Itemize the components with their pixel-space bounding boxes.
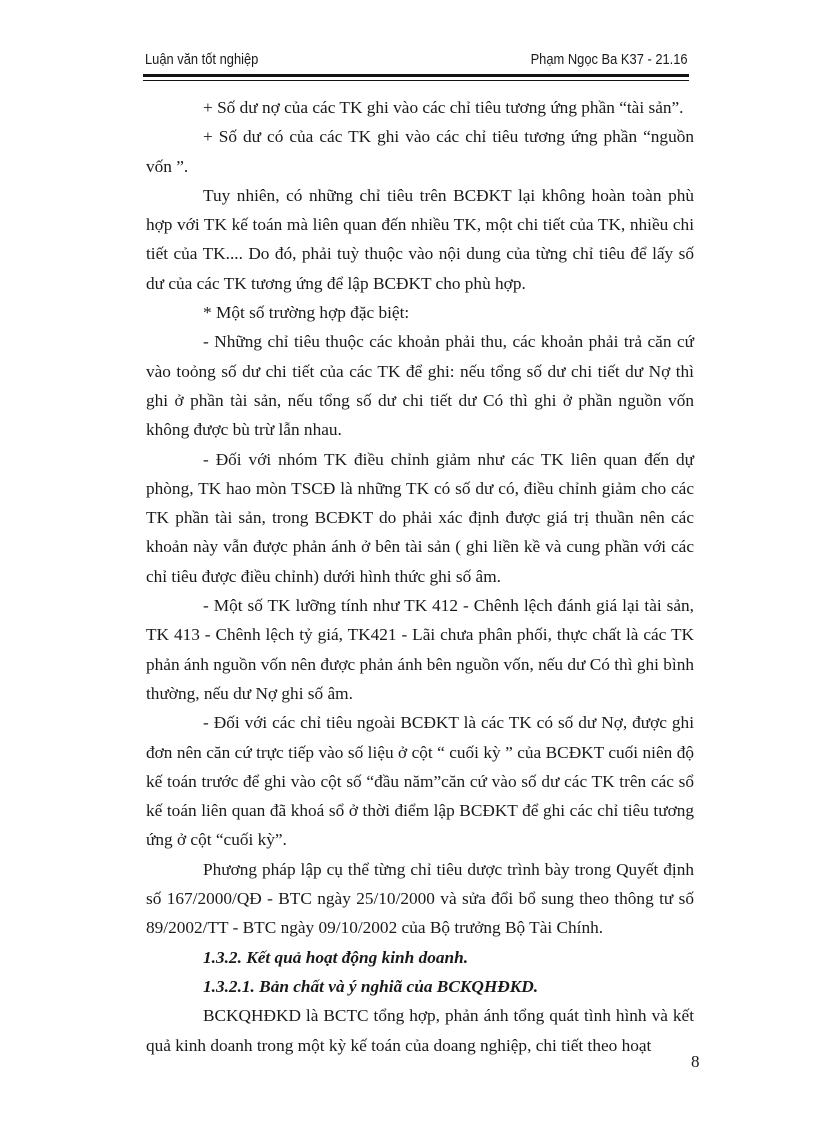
header-rule-thick	[143, 74, 689, 77]
paragraph: + Số dư nợ của các TK ghi vào các chỉ tiêu tương ứng phần “tài sản”.	[203, 98, 684, 117]
section-heading: 1.3.2. Kết quả hoạt động kinh doanh.	[203, 947, 469, 967]
page-body	[146, 93, 694, 1060]
paragraph: BCKQHĐKD là BCTC tổng hợp, phản ánh tổng quát tình hình và kết quả kinh doanh trong một kỳ kế toán của doang nghiệp, chi tiết theo hoạt	[146, 1006, 694, 1055]
paragraph: Phương pháp lập cụ thể từng chỉ tiêu dược trình bày trong Quyết định số 167/2000/QĐ - BTC ngày 25/10/2000 và sửa đổi bổ sung theo thông tư số 89/2002/TT - BTC ngày 09/10/2002 của Bộ trưởng Bộ Tài Chính.	[146, 859, 694, 938]
page-number: 8	[691, 1052, 700, 1071]
paragraph: Tuy nhiên, có những chỉ tiêu trên BCĐKT lại không hoàn toàn phù hợp với TK kế toán mà liên quan đến nhiều TK, một chi tiết của TK, nhiều chi tiết của TK.... Do đó, phải tuỳ thuộc vào nội dung của từng chỉ tiêu để lấy số dư của các TK tương ứng để lập BCĐKT cho phù hợp.	[146, 185, 694, 293]
paragraph: - Những chỉ tiêu thuộc các khoản phải thu, các khoản phải trả căn cứ vào toỏng số dư chi tiết của các TK để ghi: nếu tổng số dư chi tiết dư Nợ thì ghi ở phần tài sản, nếu tổng số dư chi tiết dư Có thì ghi ở phần nguồn vốn không được bù trừ lẫn nhau.	[146, 332, 694, 440]
subsection-heading: 1.3.2.1. Bản chất và ý nghiã của BCKQHĐKD.	[203, 976, 539, 996]
header-thesis-title: Luận văn tốt nghiệp	[145, 51, 259, 68]
page-header	[143, 46, 688, 76]
paragraph: - Đối với các chỉ tiêu ngoài BCĐKT là các TK có số dư Nợ, được ghi đơn nên căn cứ trực tiếp vào số liệu ở cột “ cuối kỳ ” của BCĐKT cuối niên độ kế toán trước để ghi vào cột số “đầu năm”căn cứ vào số dư các TK trên các sổ kế toán liên quan đã khoá sổ ở thời điểm lập BCĐKT để ghi các chỉ tiêu tương ứng ở cột “cuối kỳ”.	[146, 713, 694, 850]
header-author: Phạm Ngọc Ba K37 - 21.16	[530, 51, 688, 68]
header-rule-thin	[143, 80, 689, 81]
paragraph: * Một số trường hợp đặc biệt:	[203, 303, 410, 323]
paragraph: - Một số TK lưỡng tính như TK 412 - Chênh lệch đánh giá lại tài sản, TK 413 - Chênh lệch tỷ giá, TK421 - Lãi chưa phân phối, thực chất là các TK phản ánh nguồn vốn nên được phản ánh bên nguồn vốn, nếu dư Có thì ghi bình thường, nếu dư Nợ ghi số âm.	[146, 596, 694, 703]
paragraph: - Đối với nhóm TK điều chỉnh giảm như các TK liên quan đến dự phòng, TK hao mòn TSCĐ là những TK có số dư có, điều chỉnh giảm cho các TK phần tài sản, trong BCĐKT do phải xác định được giá trị thuần nên các khoản này vẫn được phản ánh ở bên tài sản ( ghi liền kề và cung phần với các chỉ tiêu được điều chỉnh) dưới hình thức ghi số âm.	[146, 449, 694, 586]
paragraph: + Số dư có của các TK ghi vào các chỉ tiêu tương ứng phần “nguồn vốn ”.	[146, 127, 694, 176]
